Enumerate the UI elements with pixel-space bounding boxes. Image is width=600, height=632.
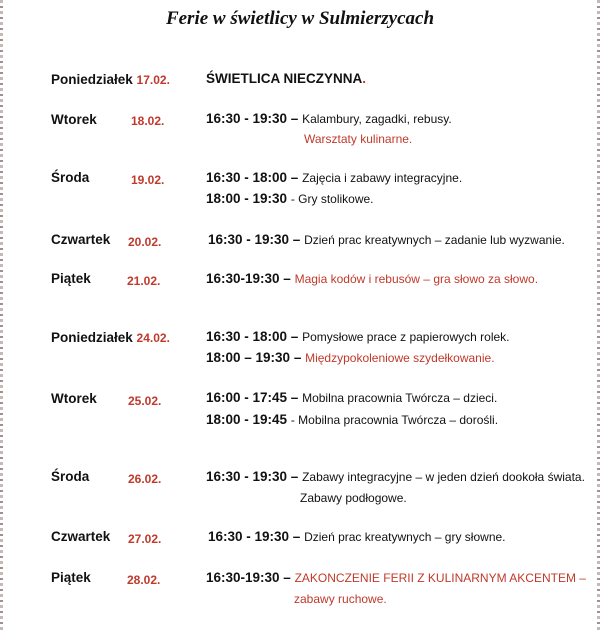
day-label bbox=[51, 570, 91, 585]
time-range: 16:30 - 19:30 – bbox=[208, 232, 301, 247]
activity-description: Dzień prac kreatywnych – zadanie lub wyzwanie. bbox=[304, 233, 565, 247]
day-name: Poniedziałek bbox=[51, 330, 133, 345]
activity-description: Międzypokoleniowe szydełkowanie. bbox=[305, 351, 495, 365]
activity-description: Zabawy integracyjne – w jeden dzień dookoła świata. bbox=[302, 470, 585, 484]
activity-description: - Mobilna pracownia Twórcza – dorośli. bbox=[290, 413, 499, 427]
day-date: 19.02. bbox=[131, 173, 165, 187]
day-date: 26.02. bbox=[128, 472, 162, 486]
day-name: Środa bbox=[51, 469, 90, 484]
day-name: Czwartek bbox=[51, 529, 111, 544]
schedule-entry bbox=[206, 271, 538, 286]
schedule-entry bbox=[206, 350, 495, 365]
day-name: Piątek bbox=[51, 271, 91, 286]
schedule-entry bbox=[206, 390, 497, 405]
day-label bbox=[51, 112, 97, 127]
day-name: Wtorek bbox=[51, 391, 97, 406]
day-label bbox=[51, 469, 89, 484]
schedule-entry bbox=[206, 191, 374, 206]
day-name: Czwartek bbox=[51, 232, 111, 247]
time-range: 16:30 - 19:30 – bbox=[206, 469, 299, 484]
schedule-entry bbox=[206, 570, 586, 585]
decorative-border-left bbox=[0, 0, 3, 632]
activity-description: - Gry stolikowe. bbox=[290, 192, 374, 206]
activity-description: Dzień prac kreatywnych – gry słowne. bbox=[304, 530, 506, 544]
schedule-entry bbox=[206, 329, 510, 344]
activity-continuation: Warsztaty kulinarne. bbox=[304, 132, 413, 146]
activity-description: ZAKONCZENIE FERII Z KULINARNYM AKCENTEM – bbox=[294, 571, 586, 585]
page-title: Ferie w świetlicy w Sulmierzycach bbox=[165, 8, 435, 29]
day-label bbox=[51, 271, 91, 286]
activity-description: Zajęcia i zabawy integracyjne. bbox=[302, 171, 463, 185]
time-range: 16:30 - 19:30 – bbox=[208, 529, 301, 544]
day-label bbox=[51, 72, 170, 87]
time-range: 18:00 - 19:30 bbox=[206, 191, 288, 206]
day-date: 24.02. bbox=[136, 331, 170, 345]
time-range: 18:00 – 19:30 – bbox=[206, 350, 302, 365]
day-name: Poniedziałek bbox=[51, 72, 133, 87]
closed-text: ŚWIETLICA NIECZYNNA bbox=[206, 71, 363, 86]
day-name: Wtorek bbox=[51, 112, 97, 127]
day-date: 28.02. bbox=[127, 573, 161, 587]
schedule-entry bbox=[206, 412, 498, 427]
day-label bbox=[51, 232, 110, 247]
activity-description: Pomysłowe prace z papierowych rolek. bbox=[302, 330, 510, 344]
schedule-entry bbox=[206, 469, 585, 484]
time-range: 16:30 - 18:00 – bbox=[206, 329, 299, 344]
time-range: 16:30-19:30 – bbox=[206, 570, 291, 585]
day-label bbox=[51, 529, 110, 544]
day-name: Piątek bbox=[51, 570, 91, 585]
time-range: 16:30 - 19:30 – bbox=[206, 111, 299, 126]
activity-continuation: zabawy ruchowe. bbox=[294, 592, 387, 606]
time-range: 16:30 - 18:00 – bbox=[206, 170, 299, 185]
activity-continuation: Zabawy podłogowe. bbox=[300, 491, 407, 505]
activity-description: Mobilna pracownia Twórcza – dzieci. bbox=[302, 391, 498, 405]
time-range: 16:00 - 17:45 – bbox=[206, 390, 299, 405]
time-range: 18:00 - 19:45 bbox=[206, 412, 288, 427]
activity-description: Magia kodów i rebusów – gra słowo za słowo. bbox=[294, 272, 539, 286]
closed-notice bbox=[206, 71, 366, 86]
day-label bbox=[51, 170, 89, 185]
day-name: Środa bbox=[51, 170, 90, 185]
schedule-entry bbox=[208, 529, 506, 544]
schedule-entry bbox=[206, 111, 452, 126]
day-date: 21.02. bbox=[127, 274, 161, 288]
day-date: 27.02. bbox=[128, 532, 162, 546]
day-date: 17.02. bbox=[136, 73, 170, 87]
schedule-entry bbox=[208, 232, 565, 247]
time-range: 16:30-19:30 – bbox=[206, 271, 291, 286]
day-date: 18.02. bbox=[131, 114, 165, 128]
day-label bbox=[51, 391, 97, 406]
closed-punct: . bbox=[362, 71, 367, 86]
activity-description: Kalambury, zagadki, rebusy. bbox=[302, 112, 452, 126]
schedule-entry bbox=[206, 170, 462, 185]
day-label bbox=[51, 330, 170, 345]
day-date: 20.02. bbox=[128, 235, 162, 249]
day-date: 25.02. bbox=[128, 394, 162, 408]
